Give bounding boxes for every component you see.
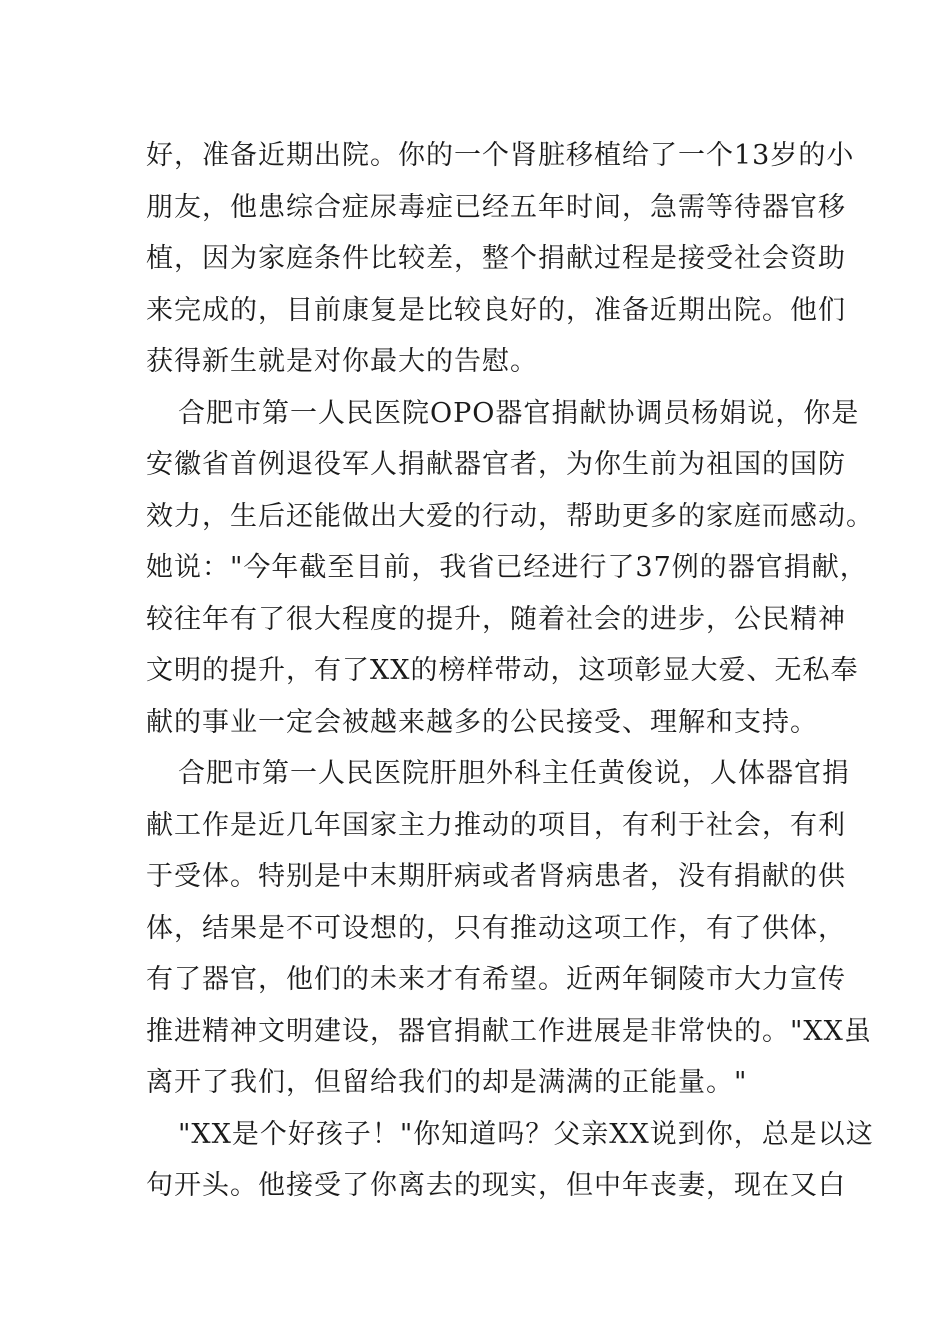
text-line: 于受体。特别是中末期肝病或者肾病患者，没有捐献的供 — [146, 861, 846, 892]
text-line: 合肥市第一人民医院OPO器官捐献协调员杨娟说，你是 — [178, 397, 860, 429]
paragraph-2 — [146, 388, 874, 749]
text-line: 获得新生就是对你最大的告慰。 — [146, 346, 538, 377]
text-line: "XX是个好孩子！"你知道吗？父亲XX说到你，总是以这 — [178, 1118, 874, 1150]
text-line: 文明的提升，有了XX的榜样带动，这项彰显大爱、无私奉 — [146, 655, 859, 686]
text-line: 献工作是近几年国家主力推动的项目，有利于社会，有利 — [146, 809, 846, 841]
text-line: 她说："今年截至目前，我省已经进行了37例的器官捐献， — [146, 552, 868, 583]
text-line: 有了器官，他们的未来才有希望。近两年铜陵市大力宣传 — [146, 964, 846, 995]
text-line: 朋友，他患综合症尿毒症已经五年时间，急需等待器官移 — [146, 191, 846, 223]
text-line: 效力，生后还能做出大爱的行动，帮助更多的家庭而感动。 — [146, 500, 874, 532]
text-line: 合肥市第一人民医院肝胆外科主任黄俊说，人体器官捐 — [178, 758, 850, 789]
text-line: 句开头。他接受了你离去的现实，但中年丧妻，现在又白 — [146, 1170, 846, 1201]
text-line: 植，因为家庭条件比较差，整个捐献过程是接受社会资助 — [146, 243, 846, 274]
text-line: 推进精神文明建设，器官捐献工作进展是非常快的。"XX虽 — [146, 1015, 872, 1047]
paragraph-4 — [146, 1109, 874, 1212]
paragraph-1 — [146, 130, 855, 388]
text-line: 离开了我们，但留给我们的却是满满的正能量。" — [146, 1067, 748, 1098]
text-line: 献的事业一定会被越来越多的公民接受、理解和支持。 — [146, 706, 818, 738]
text-line: 较往年有了很大程度的提升，随着社会的进步，公民精神 — [146, 603, 846, 635]
document-body — [146, 130, 874, 1212]
text-line: 体，结果是不可设想的，只有推动这项工作，有了供体， — [146, 912, 846, 944]
text-line: 来完成的，目前康复是比较良好的，准备近期出院。他们 — [146, 294, 846, 326]
text-line: 好，准备近期出院。你的一个肾脏移植给了一个13岁的小 — [146, 140, 855, 171]
paragraph-3 — [146, 748, 872, 1109]
text-line: 安徽省首例退役军人捐献器官者，为你生前为祖国的国防 — [146, 449, 846, 480]
